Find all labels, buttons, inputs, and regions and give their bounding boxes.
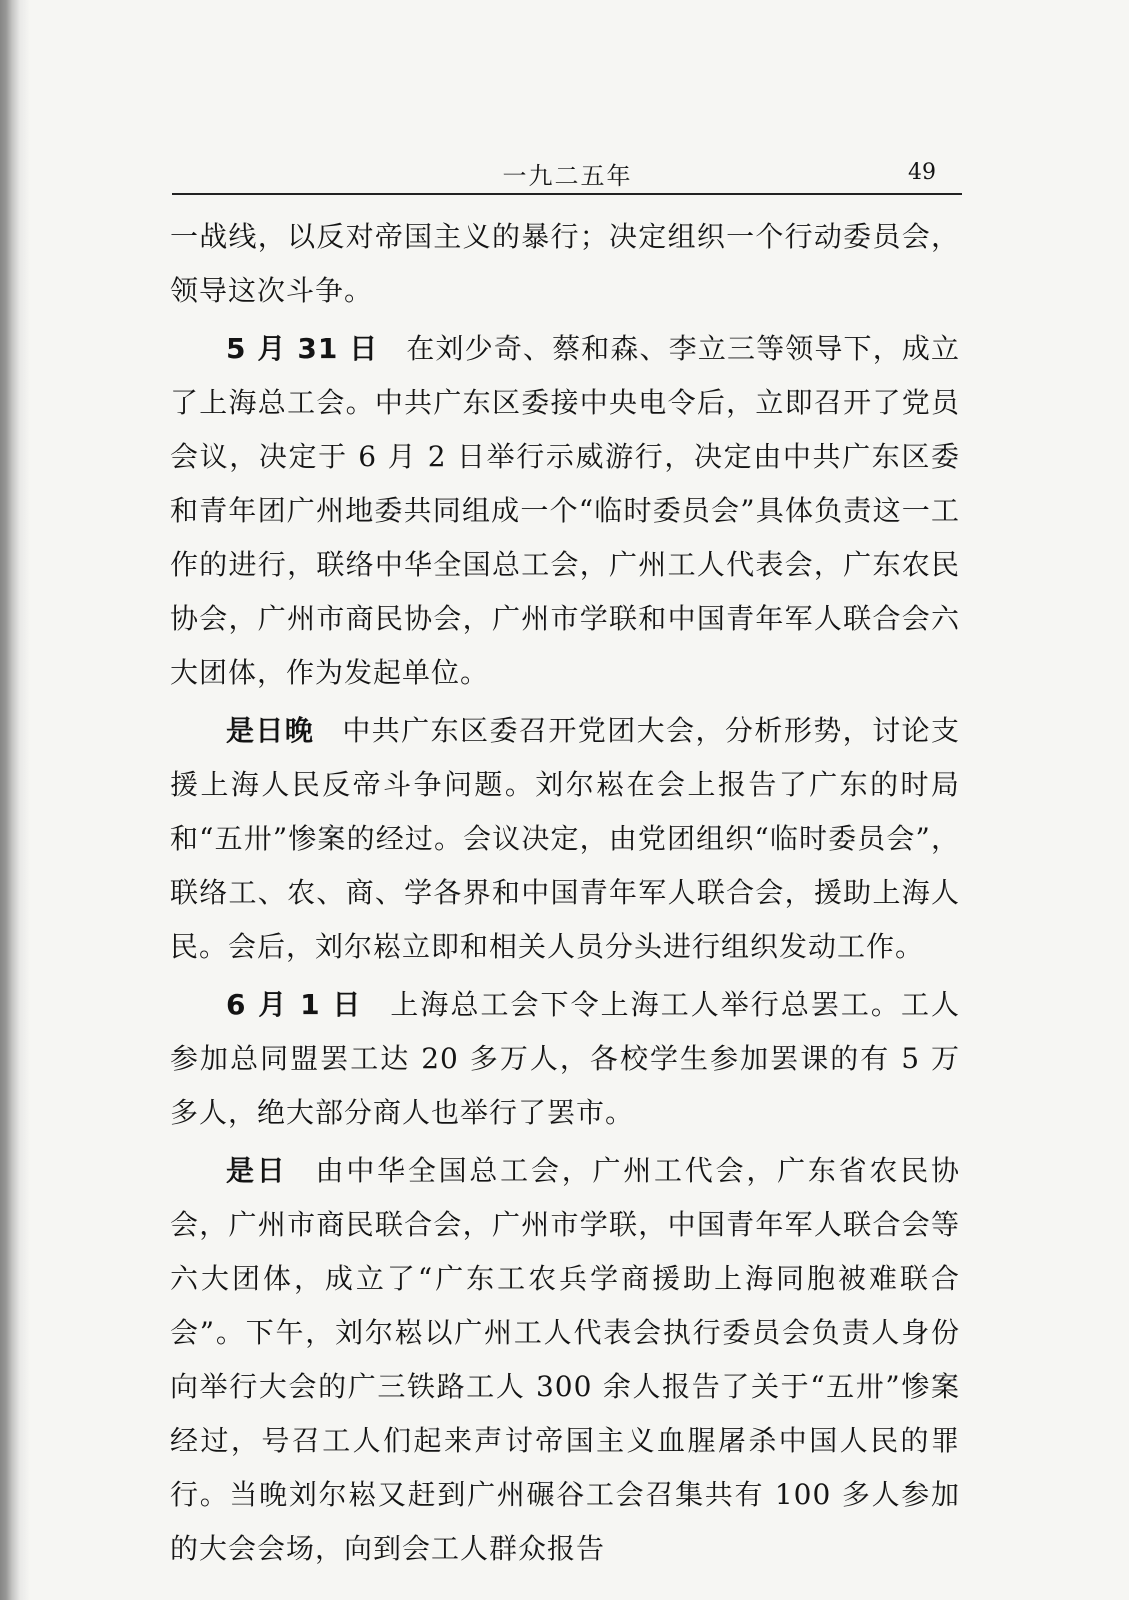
paragraph-text: 在刘少奇、蔡和森、李立三等领导下，成立了上海总工会。中共广东区委接中央电令后，立即召开了党员会议，决定于 6 月 2 日举行示威游行，决定由中共广东区委和青年团广州地委共同组成一个“临时委员会”具体负责这一工作的进行，联络中华全国总工会，广州工人代表会，广东农民协会，广州市商民协会，广州市学联和中国青年军人联合会六大团体，作为发起单位。 [170, 332, 960, 689]
entry-paragraph [170, 704, 960, 974]
entry-date: 6 月 1 日 [226, 988, 363, 1021]
entry-date: 5 月 31 日 [226, 332, 379, 365]
paragraph-text: 由中华全国总工会，广州工代会，广东省农民协会，广州市商民联合会，广州市学联，中国青年军人联合会等六大团体，成立了“广东工农兵学商援助上海同胞被难联合会”。下午，刘尔崧以广州工人代表会执行委员会负责人身份向举行大会的广三铁路工人 300 余人报告了关于“五卅”惨案经过，号召工人们起来声讨帝国主义血腥屠杀中国人民的罪行。当晚刘尔崧又赶到广州碾谷工会召集共有 100 多人参加的大会会场，向到会工人群众报告 [170, 1154, 960, 1565]
entry-paragraph [170, 978, 960, 1140]
page-number: 49 [908, 160, 936, 185]
paragraph-continued [170, 210, 960, 318]
chapter-year-title: 一九二五年 [502, 162, 633, 190]
paragraph-text: 中共广东区委召开党团大会，分析形势，讨论支援上海人民反帝斗争问题。刘尔崧在会上报告了广东的时局和“五卅”惨案的经过。会议决定，由党团组织“临时委员会”，联络工、农、商、学各界和中国青年军人联合会，援助上海人民。会后，刘尔崧立即和相关人员分头进行组织发动工作。 [170, 714, 960, 963]
entry-date: 是日 [226, 1154, 288, 1187]
entry-paragraph [170, 1144, 960, 1576]
header-rule [172, 193, 962, 195]
paragraph-text: 一战线，以反对帝国主义的暴行；决定组织一个行动委员会，领导这次斗争。 [170, 220, 960, 307]
body-text [170, 210, 960, 1576]
running-header [175, 152, 960, 192]
paragraph-text: 上海总工会下令上海工人举行总罢工。工人参加总同盟罢工达 20 多万人，各校学生参加罢课的有 5 万多人，绝大部分商人也举行了罢市。 [170, 988, 960, 1129]
entry-paragraph [170, 322, 960, 700]
entry-date: 是日晚 [226, 714, 315, 747]
